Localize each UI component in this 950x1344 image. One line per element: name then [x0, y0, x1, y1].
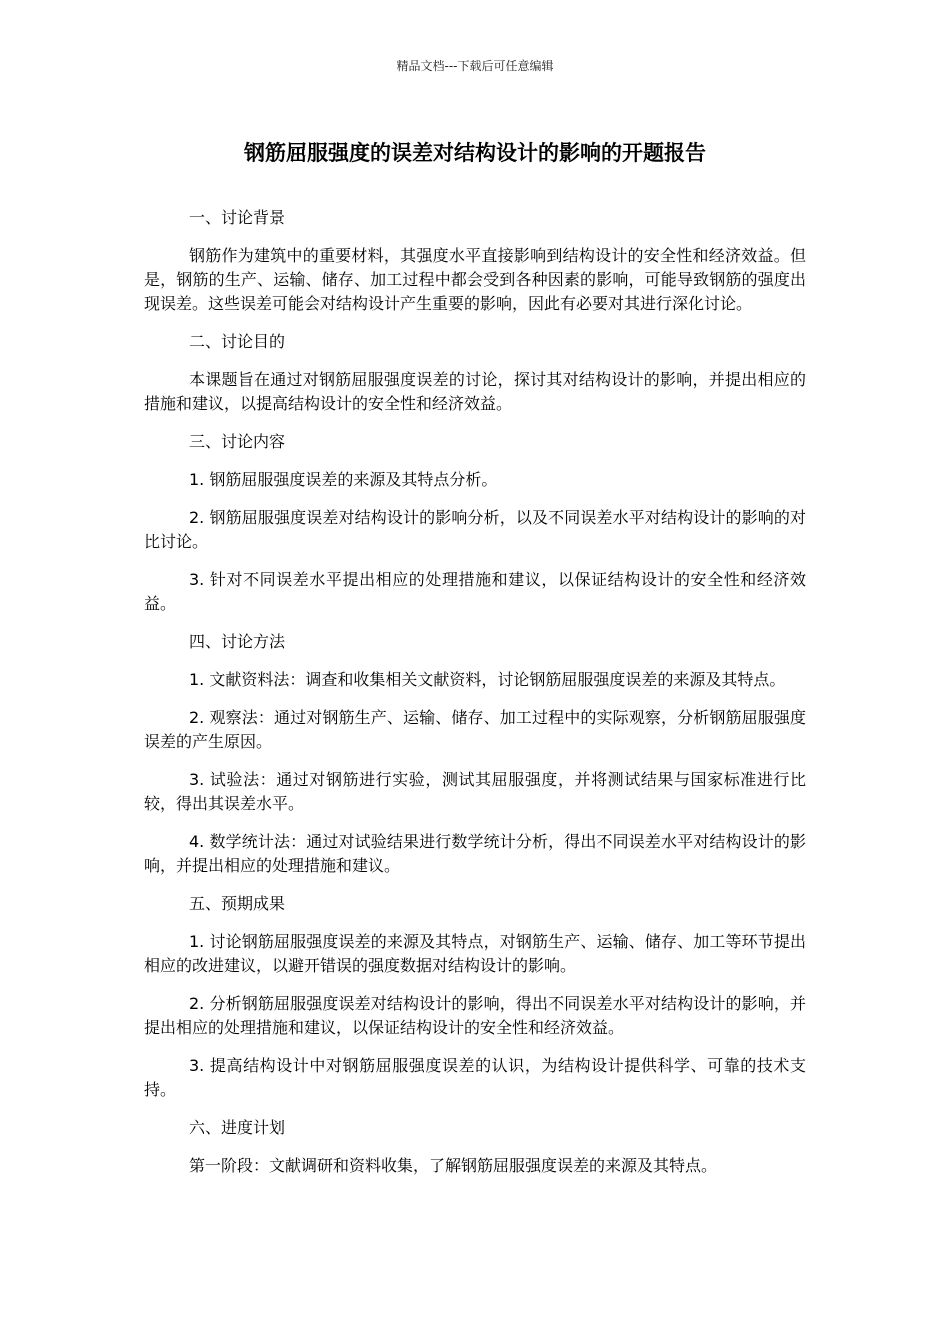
list-item: 1. 讨论钢筋屈服强度误差的来源及其特点，对钢筋生产、运输、储存、加工等环节提出相应的改进建议，以避开错误的强度数据对结构设计的影响。 — [144, 932, 806, 975]
list-item: 3. 提高结构设计中对钢筋屈服强度误差的认识，为结构设计提供科学、可靠的技术支持。 — [144, 1056, 806, 1099]
list-item: 3. 针对不同误差水平提出相应的处理措施和建议，以保证结构设计的安全性和经济效益。 — [144, 570, 806, 613]
list-item: 2. 钢筋屈服强度误差对结构设计的影响分析，以及不同误差水平对结构设计的影响的对比讨论。 — [144, 508, 806, 551]
list-item: 2. 分析钢筋屈服强度误差对结构设计的影响，得出不同误差水平对结构设计的影响，并提出相应的处理措施和建议，以保证结构设计的安全性和经济效益。 — [144, 994, 806, 1037]
paragraph: 本课题旨在通过对钢筋屈服强度误差的讨论，探讨其对结构设计的影响，并提出相应的措施和建议，以提高结构设计的安全性和经济效益。 — [144, 370, 806, 413]
list-item: 2. 观察法：通过对钢筋生产、运输、储存、加工过程中的实际观察，分析钢筋屈服强度误差的产生原因。 — [144, 708, 806, 751]
list-item: 1. 钢筋屈服强度误差的来源及其特点分析。 — [189, 470, 498, 489]
section-heading: 四、讨论方法 — [189, 632, 286, 651]
section-heading: 一、讨论背景 — [189, 208, 286, 227]
document-title: 钢筋屈服强度的误差对结构设计的影响的开题报告 — [244, 141, 706, 165]
section-heading: 三、讨论内容 — [189, 432, 286, 451]
section-heading: 六、进度计划 — [189, 1118, 286, 1137]
list-item: 1. 文献资料法：调查和收集相关文献资料，讨论钢筋屈服强度误差的来源及其特点。 — [189, 670, 786, 689]
section-heading: 二、讨论目的 — [189, 332, 286, 351]
page-header: 精品文档---下载后可任意编辑 — [396, 59, 554, 73]
document-body — [144, 206, 806, 1192]
section-heading: 五、预期成果 — [189, 894, 286, 913]
paragraph: 第一阶段：文献调研和资料收集，了解钢筋屈服强度误差的来源及其特点。 — [189, 1156, 718, 1175]
list-item: 4. 数学统计法：通过对试验结果进行数学统计分析，得出不同误差水平对结构设计的影响，并提出相应的处理措施和建议。 — [144, 832, 806, 875]
list-item: 3. 试验法：通过对钢筋进行实验，测试其屈服强度，并将测试结果与国家标准进行比较，得出其误差水平。 — [144, 770, 806, 813]
paragraph: 钢筋作为建筑中的重要材料，其强度水平直接影响到结构设计的安全性和经济效益。但是，钢筋的生产、运输、储存、加工过程中都会受到各种因素的影响，可能导致钢筋的强度出现误差。这些误差可能会对结构设计产生重要的影响，因此有必要对其进行深化讨论。 — [144, 246, 806, 313]
